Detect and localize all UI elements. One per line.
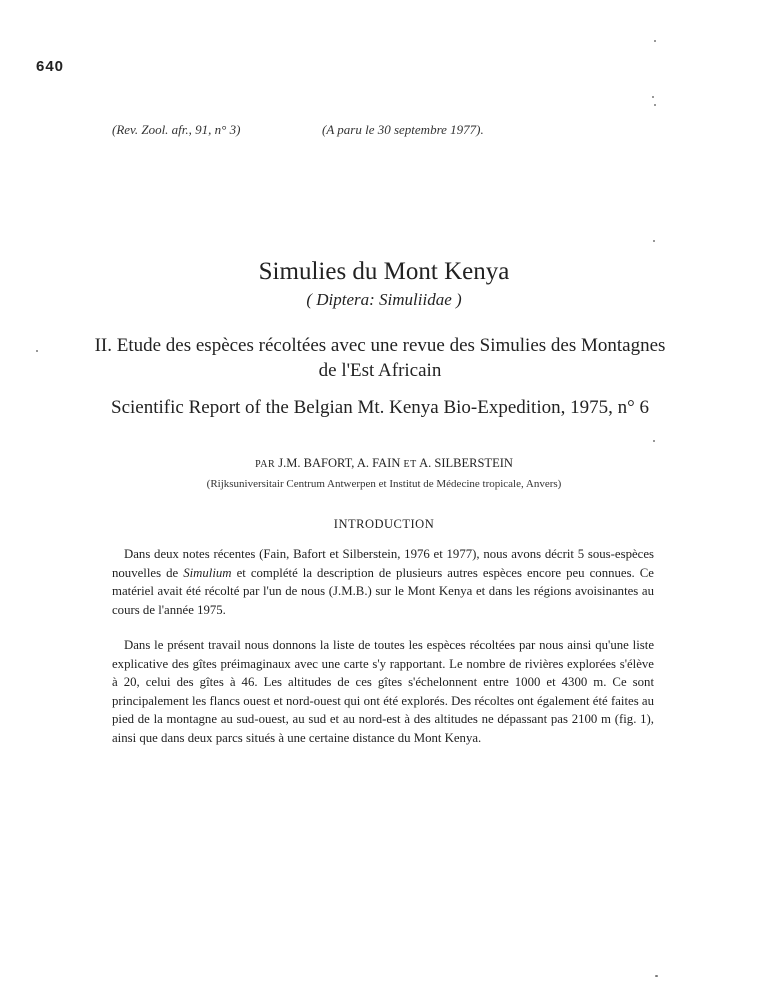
scan-speck <box>653 240 655 242</box>
article-title: Simulies du Mont Kenya <box>258 258 510 285</box>
scan-speck <box>654 40 656 42</box>
article-subtitle: II. Etude des espèces récoltées avec une revue des Simulies des Montagnes de l'Est Africain <box>94 335 666 381</box>
intro-paragraph-2: Dans le présent travail nous donnons la liste de toutes les espèces récoltées par nous ainsi qu'une liste explicative des gîtes préimaginaux avec une carte s'y rapportant. Le nombre de rivières explorées s'élève à 20, celui des gîtes à 46. Les altitudes de ces gîtes s'échelonnent entre 1000 et 4300 m. Ce sont principalement les flancs ouest et nord-ouest qui ont été explorés. Des récoltes ont également été faites au pied de la montagne au sud-ouest, au sud et au nord-est à des altitudes ne dépassant pas 2100 m (fig. 1), ainsi que dans deux parcs situés à une certaine distance du Mont Kenya. <box>112 638 654 745</box>
scan-speck <box>655 975 658 977</box>
paragraph-1-text-b: et complété la description de plusieurs autres espèces encore peu connues. Ce matériel avait été récolté par l'un de nous (J.M.B.) sur le Mont Kenya et dans les régions avoisinantes au cours de l'année 1975. <box>112 565 654 617</box>
author-names-1: J.M. BAFORT, A. FAIN <box>278 456 401 470</box>
series-line: Scientific Report of the Belgian Mt. Kenya Bio-Expedition, 1975, n° 6 <box>111 397 649 418</box>
section-heading: INTRODUCTION <box>333 517 435 531</box>
scan-speck <box>36 350 38 352</box>
intro-paragraph-1 <box>112 545 654 619</box>
author-conjunction: ET <box>403 459 417 470</box>
scan-speck <box>652 96 654 98</box>
genus-name: Simulium <box>183 565 232 580</box>
page-number: 640 <box>36 58 65 75</box>
journal-citation: (Rev. Zool. afr., 91, n° 3) <box>112 122 241 137</box>
scan-speck <box>653 440 655 442</box>
author-prefix: PAR <box>255 459 276 470</box>
affiliation: (Rijksuniversitair Centrum Antwerpen et Institut de Médecine tropicale, Anvers) <box>206 478 562 490</box>
author-line <box>0 456 768 471</box>
taxon-subtitle: ( Diptera: Simuliidae ) <box>306 290 462 309</box>
author-names-2: A. SILBERSTEIN <box>419 456 513 470</box>
publication-date: (A paru le 30 septembre 1977). <box>322 122 484 137</box>
scan-speck <box>654 104 656 106</box>
paragraph-1-text-a: Dans deux notes récentes (Fain, Bafort et Silberstein, 1976 et 1977), nous avons décrit 5 sous-espèces nouvelles de <box>112 547 654 580</box>
